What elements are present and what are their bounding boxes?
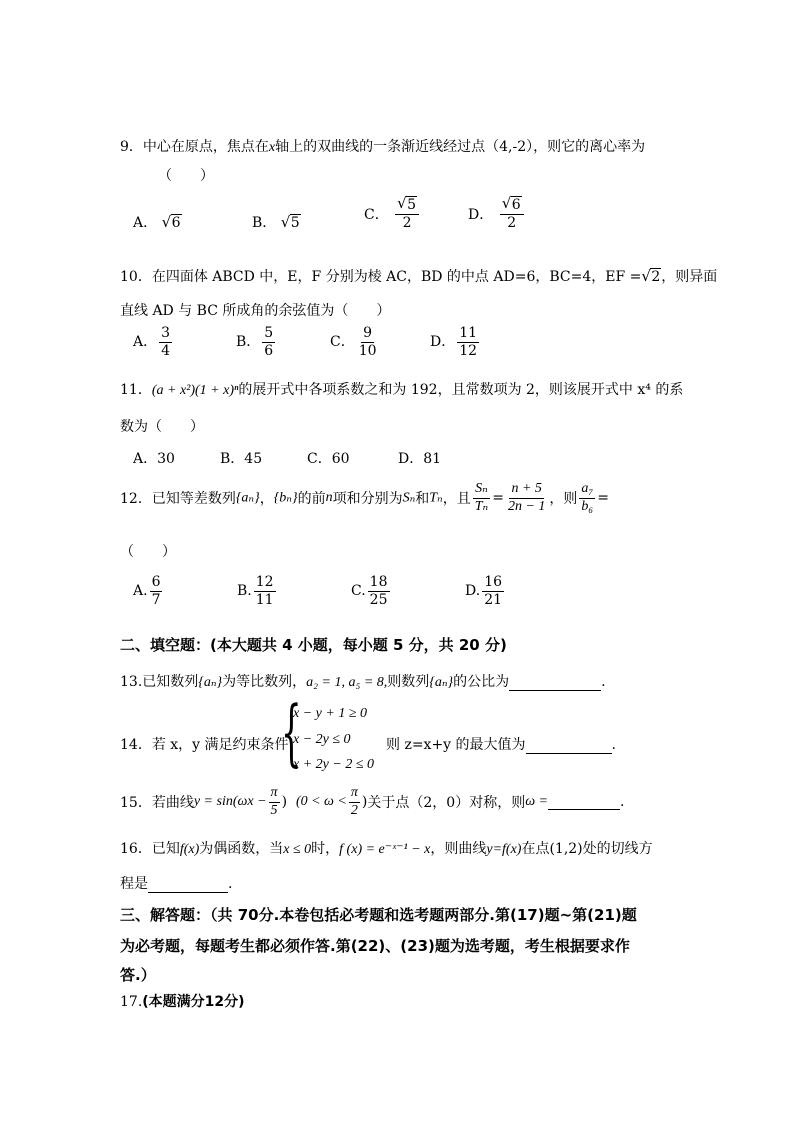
q12-option-c-frac: $\frac{18}{25}$ xyxy=(369,574,388,608)
q16-text-d: ，则曲线 xyxy=(430,841,487,857)
q15-text-b: 关于点（2，0）对称，则 xyxy=(367,795,526,812)
q15-cond: (0 < ω < xyxy=(295,794,347,810)
section3-line3: 答.） xyxy=(120,966,156,984)
q16-text-a: 16．已知 xyxy=(120,841,180,857)
q10-option-d-label: D． xyxy=(430,334,456,351)
q9-option-d xyxy=(468,194,526,231)
q12-ratio: $\frac{\text{Sₙ}}{\text{Tₙ}}$ xyxy=(474,481,489,514)
q14-text-b: 则 z=x+y 的最大值为 xyxy=(386,737,526,753)
q12-var-n: n xyxy=(325,490,333,506)
q12-paren: （ ） xyxy=(120,544,176,560)
q10-option-c-label: C． xyxy=(330,334,355,351)
q12-text-d: 项和分别为 xyxy=(332,491,403,508)
q16-answer-blank[interactable] xyxy=(148,878,228,893)
q14-tail xyxy=(386,734,616,754)
q16-line2 xyxy=(120,873,232,893)
q16-curve: y=f(x) xyxy=(486,842,522,857)
q16-end: . xyxy=(228,876,233,892)
q10-option-a xyxy=(133,326,174,358)
q15-func: y = sin(ωx − xyxy=(193,794,267,810)
q15-cond-close: ) xyxy=(361,794,368,811)
q16-line2-text: 程是 xyxy=(120,876,148,892)
q12-rhs: $\frac{n + 5}{2n - 1}$ xyxy=(507,481,546,514)
q10-option-b xyxy=(236,326,277,358)
q17-score: (本题满分12分) xyxy=(142,994,245,1010)
q9-option-b-label: B． xyxy=(252,215,277,231)
q9-var-x: x xyxy=(268,140,276,155)
q9-option-c-frac: √ 5 2 xyxy=(395,198,419,230)
q12-ask-eq: = xyxy=(597,490,609,507)
q12-option-a xyxy=(133,575,164,607)
q11-line1: 11．(a + x²)(1 + x)ⁿ的展开式中各项系数之和为 192，且常数项为 2，则该展开式中 x⁴ 的系 xyxy=(120,382,684,398)
q10-option-c xyxy=(330,326,381,358)
q9-option-a-label: A． xyxy=(133,215,158,231)
q12-option-b xyxy=(237,575,278,607)
q14-end: . xyxy=(611,737,616,753)
q12-text-c: 的前 xyxy=(297,491,326,508)
q13-seq: {aₙ} xyxy=(198,675,223,690)
q16-cond: x ≤ 0 xyxy=(283,842,312,857)
q13-text-c: 则数列 xyxy=(387,674,430,690)
q9-option-b xyxy=(252,212,301,232)
q10-option-b-frac: $\frac{5}{6}$ xyxy=(264,325,274,359)
q15-close: ) xyxy=(281,794,288,811)
q16-expr: f (x) = e⁻ˣ⁻¹ − x xyxy=(339,842,431,857)
q9-text-b: 轴上的双曲线的一条渐近线经过点（4,-2），则它的离心率为 xyxy=(275,139,646,155)
q13-seq2: {aₙ} xyxy=(429,675,454,690)
q15-stem xyxy=(120,786,625,818)
q15-end: . xyxy=(620,794,625,811)
q12-seq-b: {bₙ} xyxy=(273,490,298,506)
section2-heading: 二、填空题：(本大题共 4 小题，每小题 5 分，共 20 分) xyxy=(120,636,507,654)
q11-line1-text: 的展开式中各项系数之和为 192，且常数项为 2，则该展开式中 x⁴ 的系 xyxy=(238,382,684,398)
q12-text-f: ，且 xyxy=(442,491,471,508)
q12-text-b: ， xyxy=(259,491,274,508)
q10-option-d xyxy=(430,326,481,358)
q9-option-a-math: √ 6 xyxy=(161,213,181,231)
q12-ask: $\frac{\text{a₇}}{\text{b₆}}$ xyxy=(581,481,594,514)
q12-seq-a: {aₙ} xyxy=(235,490,260,506)
q15-omega: ω = xyxy=(525,794,549,810)
q12-tn: Tₙ xyxy=(429,490,443,506)
q10-line1-text: 10．在四面体 ABCD 中，E，F 分别为棱 AC，BD 的中点 AD=6，BC=4，EF = xyxy=(120,269,642,285)
q12-stem xyxy=(120,482,609,514)
q10-option-b-label: B． xyxy=(236,334,261,351)
q12-option-c xyxy=(351,575,392,607)
q15-answer-blank[interactable] xyxy=(548,795,620,810)
q12-option-d xyxy=(465,575,506,607)
q9-stem xyxy=(120,136,645,156)
q10-option-d-frac: $\frac{11}{12}$ xyxy=(459,325,478,359)
section3-line1: 三、解答题：（共 70分.本卷包括必考题和选考题两部分.第(17)题~第(21)题 xyxy=(120,906,637,924)
section3-line2: 为必考题，每题考生都必须作答.第(22)、(23)题为选考题，考生根据要求作 xyxy=(120,937,630,955)
q12-option-b-frac: $\frac{12}{11}$ xyxy=(255,574,274,608)
q10-option-a-label: A． xyxy=(133,334,158,351)
q13-stem xyxy=(120,671,606,691)
q9-paren: （ ） xyxy=(158,168,214,184)
q9-option-d-frac: √ 6 2 xyxy=(500,198,524,230)
q9-option-a xyxy=(133,212,182,232)
q12-text-g: ，则 xyxy=(549,491,578,508)
q16-text-b: 为偶函数，当 xyxy=(199,841,284,857)
q10-line1-end: ，则异面 xyxy=(661,269,718,285)
q9-text-a: 9．中心在原点，焦点在 xyxy=(120,139,269,155)
q10-option-c-frac: $\frac{9}{10}$ xyxy=(358,325,377,359)
q13-cond: a₂ = 1, a₅ = 8, xyxy=(306,675,388,690)
q14-constraint-1: x − y + 1 ≥ 0 xyxy=(293,706,368,721)
q11-expression: (a + x²)(1 + x)ⁿ xyxy=(151,383,239,398)
q16-line1 xyxy=(120,838,653,858)
q12-option-a-label: A. xyxy=(133,583,148,600)
q17-num: 17. xyxy=(120,994,143,1010)
q9-option-c xyxy=(364,194,421,231)
q11-option-b: B．45 xyxy=(220,451,263,467)
q9-option-b-math: √ 5 xyxy=(280,213,300,231)
q14-text-a: 14．若 x，y 满足约束条件 xyxy=(120,737,289,753)
q14-answer-blank[interactable] xyxy=(526,739,612,754)
q15-pi5: $\frac{\pi}{5}$ xyxy=(270,785,278,818)
q16-text-e: 在点 xyxy=(521,841,550,857)
q14-constraint-3: x + 2y − 2 ≤ 0 xyxy=(293,757,375,772)
q14-brace: { xyxy=(281,690,302,774)
q9-option-d-label: D． xyxy=(468,207,494,224)
q13-text-a: 13.已知数列 xyxy=(120,674,199,690)
q12-text-a: 12．已知等差数列 xyxy=(120,491,236,508)
q10-line1 xyxy=(120,266,717,286)
q17-heading xyxy=(120,991,245,1011)
q10-option-a-frac: $\frac{3}{4}$ xyxy=(161,325,171,359)
q16-fx: f(x) xyxy=(179,842,200,857)
q9-option-c-label: C． xyxy=(364,207,389,224)
q12-option-a-frac: $\frac{6}{7}$ xyxy=(151,574,161,608)
q13-end: . xyxy=(601,674,606,690)
q12-option-c-label: C. xyxy=(351,583,366,600)
q15-text-a: 15．若曲线 xyxy=(120,795,194,812)
q15-pi2: $\frac{\pi}{2}$ xyxy=(350,785,358,818)
q12-option-b-label: B. xyxy=(237,583,252,600)
q10-sqrt: √ 2 xyxy=(641,267,661,285)
q11-line2: 数为（ ） xyxy=(120,419,204,435)
q11-option-d: D．81 xyxy=(398,451,442,467)
q16-text-f: 处的切线方 xyxy=(582,841,653,857)
q11-option-c: C．60 xyxy=(307,451,350,467)
q10-line2: 直线 AD 与 BC 所成角的余弦值为（ ） xyxy=(120,303,391,319)
q13-text-d: 的公比为 xyxy=(453,674,510,690)
q13-answer-blank[interactable] xyxy=(509,676,601,691)
q16-text-c: 时， xyxy=(311,841,340,857)
q12-eq: = xyxy=(492,490,504,507)
q12-sn: Sₙ xyxy=(402,490,416,506)
q16-point: (1,2) xyxy=(549,841,583,857)
q12-option-d-frac: $\frac{16}{21}$ xyxy=(484,574,503,608)
q12-option-d-label: D. xyxy=(465,583,481,600)
q13-text-b: 为等比数列， xyxy=(222,674,307,690)
q11-option-a: A．30 xyxy=(133,451,175,467)
q12-text-e: 和 xyxy=(415,491,430,508)
q14-constraint-2: x − 2y ≤ 0 xyxy=(293,732,351,747)
